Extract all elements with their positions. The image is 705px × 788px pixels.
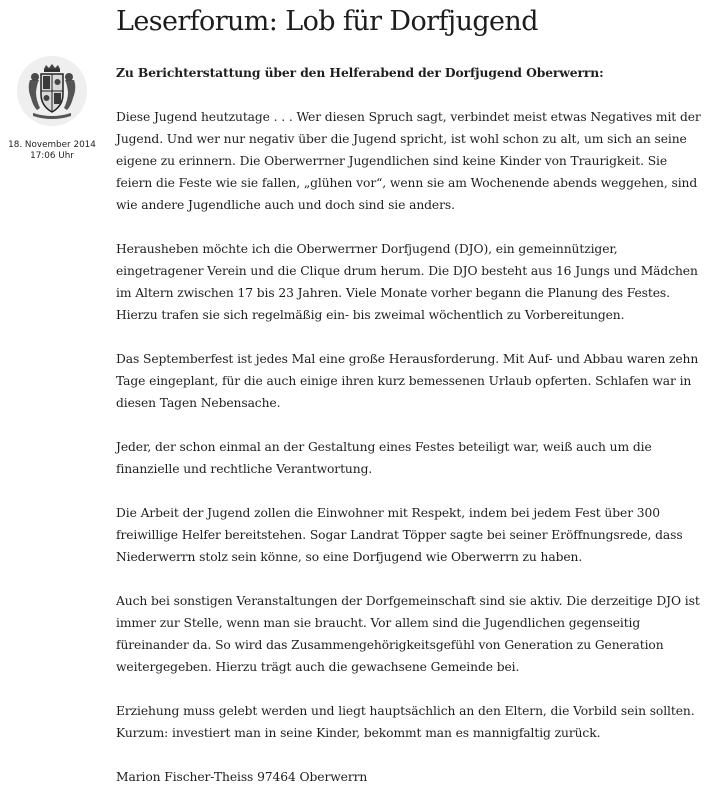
publish-date: 18. November 2014 — [8, 140, 96, 150]
article-paragraph: Herausheben möchte ich die Oberwerrner Dorfjugend (DJO), ein gemeinnütziger, eingetragener Verein und die Clique drum herum. Die DJO besteht aus 16 Jungs und Mädchen im Altern zwischen 17 bis 23 Jahren. Viele Monate vorher begann die Planung des Festes. Hierzu trafen sie sich regelmäßig ein- bis zweimal wöchentlich zu Vorbereitungen. — [116, 242, 698, 322]
article-title: Leserforum: Lob für Dorfjugend — [116, 6, 538, 37]
coat-of-arms-icon — [17, 56, 87, 126]
article-lead: Zu Berichterstattung über den Helferabend der Dorfjugend Oberwerrn: — [116, 65, 604, 80]
article-meta — [0, 56, 104, 162]
article-paragraph: Erziehung muss gelebt werden und liegt hauptsächlich an den Eltern, die Vorbild sein sollten. Kurzum: investiert man in seine Kinder, bekommt man es mannigfaltig zurück. — [116, 704, 695, 740]
article-paragraph: Auch bei sonstigen Veranstaltungen der Dorfgemeinschaft sind sie aktiv. Die derzeitige DJO ist immer zur Stelle, wenn man sie braucht. Vor allem sind die Jugendlichen gegenseitig füreinander da. So wird das Zusammengehörigkeitsgefühl von Generation zu Generation weitergegeben. Hierzu trägt auch die gewachsene Gemeinde bei. — [116, 594, 700, 674]
article-paragraph: Diese Jugend heutzutage . . . Wer diesen Spruch sagt, verbindet meist etwas Negatives mit der Jugend. Und wer nur negativ über die Jugend spricht, ist wohl schon zu alt, um sich an seine eigene zu erinnern. Die Oberwerrner Jugendlichen sind keine Kinder von Traurigkeit. Sie feiern die Feste wie sie fallen, „glühen vor“, wenn sie am Wochenende abends weggehen, sind wie andere Jugendliche auch und doch sind sie anders. — [116, 110, 701, 212]
article-body — [116, 62, 705, 788]
article-paragraph: Das Septemberfest ist jedes Mal eine große Herausforderung. Mit Auf- und Abbau waren zehn Tage eingeplant, für die auch einige ihren kurz bemessenen Urlaub opferten. Schlafen war in diesen Tagen Nebensache. — [116, 352, 699, 410]
article-paragraph: Die Arbeit der Jugend zollen die Einwohner mit Respekt, indem bei jedem Fest über 300 freiwillige Helfer bereitstehen. Sogar Landrat Töpper sagte bei seiner Eröffnungsrede, dass Niederwerrn stolz sein könne, so eine Dorfjugend wie Oberwerrn zu haben. — [116, 506, 683, 564]
publish-time: 17:06 Uhr — [30, 151, 74, 161]
author-signature: Marion Fischer-Theiss 97464 Oberwerrn — [116, 770, 368, 784]
article-paragraph: Jeder, der schon einmal an der Gestaltung eines Festes beteiligt war, weiß auch um die finanzielle und rechtliche Verantwortung. — [116, 440, 652, 476]
